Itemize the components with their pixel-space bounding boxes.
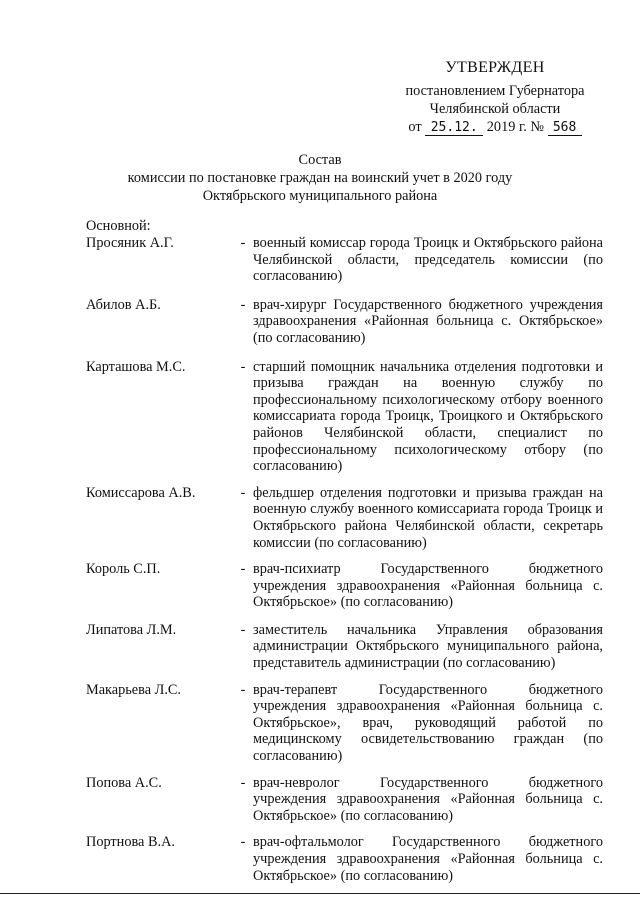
approval-date-number <box>380 118 610 136</box>
member-dash: - <box>240 235 246 251</box>
page-bottom-rule <box>0 893 640 894</box>
member-name: Комиссарова А.В. <box>86 484 196 501</box>
member-row <box>86 622 606 672</box>
member-role: старший помощник начальника отделения подготовки и призыва граждан на военную службу по профессиональному психологическому отбору военного комиссариата города Троицк, Троицкого и Октябрьского районов Челябинской области, специалист по профессиональному психологическому отбору (по согласованию) <box>253 358 603 475</box>
member-row <box>86 485 606 551</box>
group-label: Основной: <box>86 218 151 234</box>
member-row <box>86 359 606 475</box>
member-row <box>86 682 606 765</box>
document-title <box>0 151 640 205</box>
approval-date: 25.12. <box>425 120 483 136</box>
member-row <box>86 235 606 285</box>
title-line-3: Октябрьского муниципального района <box>202 188 438 204</box>
member-row <box>86 561 606 611</box>
member-dash: - <box>240 296 246 313</box>
approval-line-1: постановлением Губернатора <box>405 82 585 99</box>
member-role: врач-офтальмолог Государственного бюджетного учреждения здравоохранения «Районная больница с. Октябрьское» (по согласованию) <box>253 834 603 884</box>
member-role: военный комиссар города Троицк и Октябрьского района Челябинской области, председатель комиссии (по согласованию) <box>253 235 603 285</box>
member-row <box>86 775 606 825</box>
year-text: 2019 г. № <box>486 118 544 135</box>
member-row <box>86 297 606 347</box>
approval-heading: УТВЕРЖДЕН <box>445 59 545 76</box>
member-dash: - <box>240 681 246 698</box>
member-role: фельдшер отделения подготовки и призыва граждан на военную службу военного комиссариата города Троицк и Октябрьского района Челябинской области, секретарь комиссии (по согласованию) <box>253 484 603 551</box>
member-dash: - <box>240 621 246 638</box>
member-row <box>86 834 606 884</box>
member-dash: - <box>240 358 246 375</box>
from-label: от <box>408 118 422 135</box>
member-name: Попова А.С. <box>86 774 162 791</box>
approval-line-2: Челябинской области <box>429 100 561 117</box>
title-line-1: Состав <box>298 152 342 168</box>
member-role: заместитель начальника Управления образования администрации Октябрьского муниципального района, представитель администрации (по согласованию) <box>253 621 603 672</box>
member-role: врач-хирург Государственного бюджетного учреждения здравоохранения «Районная больница с. Октябрьское» (по согласованию) <box>253 296 603 346</box>
member-role: врач-терапевт Государственного бюджетного учреждения здравоохранения «Районная больница с. Октябрьское», врач, руководящий работой по медицинскому освидетельствованию граждан (по согласованию) <box>253 681 603 765</box>
member-role: врач-психиатр Государственного бюджетного учреждения здравоохранения «Районная больница с. Октябрьское» (по согласованию) <box>253 561 603 611</box>
member-role: врач-невролог Государственного бюджетного учреждения здравоохранения «Районная больница с. Октябрьское» (по согласованию) <box>253 774 603 824</box>
title-line-2: комиссии по постановке граждан на воинский учет в 2020 году <box>127 170 513 186</box>
approval-block <box>380 60 610 136</box>
member-name: Макарьева Л.С. <box>86 681 182 698</box>
approval-number: 568 <box>548 120 582 136</box>
member-dash: - <box>240 774 246 791</box>
member-name: Липатова Л.М. <box>86 621 177 638</box>
members-list <box>86 235 606 884</box>
member-name: Просяник А.Г. <box>86 235 174 251</box>
member-name: Абилов А.Б. <box>86 296 161 313</box>
member-dash: - <box>240 484 246 501</box>
member-name: Карташова М.С. <box>86 358 186 375</box>
member-dash: - <box>240 834 246 851</box>
member-name: Портнова В.А. <box>86 834 175 851</box>
member-name: Король С.П. <box>86 561 161 578</box>
member-dash: - <box>240 561 246 578</box>
